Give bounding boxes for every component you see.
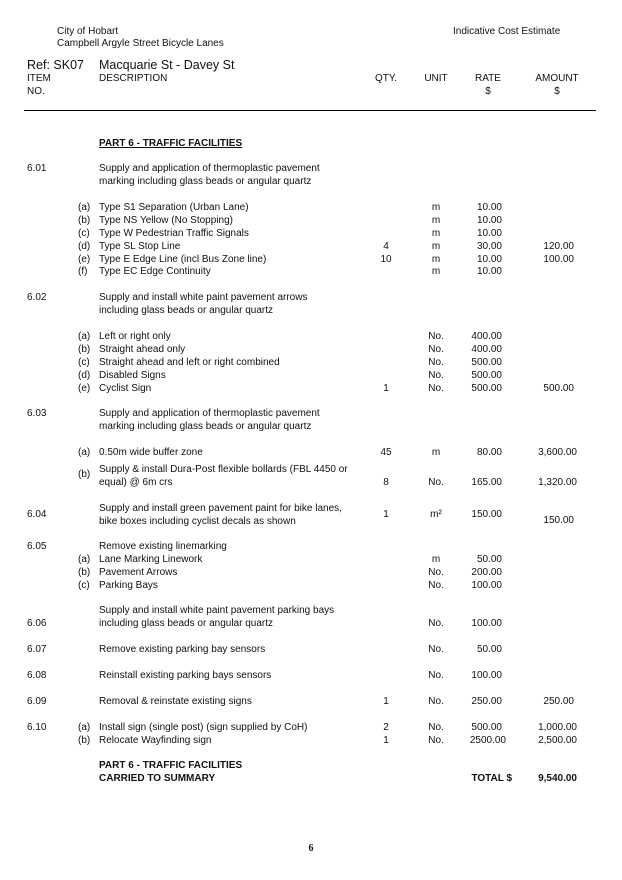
- item-description: Supply and application of thermoplastic pavement: [99, 163, 320, 174]
- header-rule: [24, 110, 596, 111]
- item-description: Supply and install white paint pavement parking bays: [99, 605, 335, 616]
- item-number: 6.08: [27, 670, 47, 681]
- page-number: 6: [308, 843, 314, 854]
- sub-unit: m: [431, 215, 441, 226]
- sub-description: Lane Marking Linework: [99, 554, 203, 565]
- sub-unit: No.: [428, 331, 444, 342]
- sub-key: (c): [78, 580, 90, 591]
- item-description: Supply and application of thermoplastic pavement: [99, 408, 320, 419]
- sub-description: Straight ahead and left or right combined: [99, 357, 280, 368]
- sub-key: (b): [78, 215, 91, 226]
- sub-rate: 10.00: [476, 266, 502, 277]
- sub-rate: 10.00: [476, 228, 502, 239]
- sub-unit: No.: [428, 383, 444, 394]
- item-unit: No.: [428, 670, 444, 681]
- col-rate: RATE: [475, 73, 501, 84]
- sub-description: 0.50m wide buffer zone: [99, 447, 203, 458]
- location-title: Macquarie St - Davey St: [99, 58, 235, 72]
- item-description: Remove existing parking bay sensors: [99, 644, 266, 655]
- total-label: TOTAL $: [471, 773, 512, 784]
- item-description: bike boxes including cyclist decals as shown: [99, 516, 296, 527]
- sub-unit: m: [431, 266, 441, 277]
- item-description: Reinstall existing parking bays sensors: [99, 670, 272, 681]
- sub-qty: 45: [380, 447, 392, 458]
- sub-rate: 400.00: [471, 344, 502, 355]
- sub-description: Type NS Yellow (No Stopping): [99, 215, 233, 226]
- item-description: Supply and install white paint pavement arrows: [99, 292, 308, 303]
- item-number: 6.02: [27, 292, 47, 303]
- sub-unit: m: [431, 241, 441, 252]
- sub-unit: No.: [428, 580, 444, 591]
- sub-unit: No.: [428, 370, 444, 381]
- sub-unit: m: [431, 447, 441, 458]
- item-rate: 250.00: [471, 696, 502, 707]
- sub-qty: 10: [380, 254, 392, 265]
- sub-unit: No.: [428, 357, 444, 368]
- project-name: Campbell Argyle Street Bicycle Lanes: [57, 38, 224, 49]
- item-description: Supply and install green pavement paint for bike lanes,: [99, 503, 342, 514]
- item-description: marking including glass beads or angular quartz: [99, 421, 312, 432]
- col-item: ITEM: [27, 73, 51, 84]
- sub-description: Left or right only: [99, 331, 171, 342]
- item-number: 6.09: [27, 696, 47, 707]
- document-type: Indicative Cost Estimate: [453, 26, 561, 37]
- sub-description: Type W Pedestrian Traffic Signals: [99, 228, 249, 239]
- sub-key: (b): [78, 469, 91, 480]
- sub-key: (a): [78, 554, 91, 565]
- sub-description: Pavement Arrows: [99, 567, 178, 578]
- item-rate: 150.00: [471, 509, 502, 520]
- item-number: 6.04: [27, 509, 47, 520]
- item-number: 6.05: [27, 541, 47, 552]
- sub-key: (d): [78, 241, 91, 252]
- item-rate: 100.00: [471, 618, 502, 629]
- sub-description: Relocate Wayfinding sign: [99, 735, 212, 746]
- item-number: 6.10: [27, 722, 47, 733]
- col-qty: QTY.: [374, 73, 398, 84]
- sub-description: Type SL Stop Line: [99, 241, 181, 252]
- sub-key: (e): [78, 254, 91, 265]
- sub-description: Straight ahead only: [99, 344, 186, 355]
- item-number: 6.06: [27, 618, 47, 629]
- sub-unit: No.: [428, 344, 444, 355]
- sub-rate: 10.00: [476, 215, 502, 226]
- col-description: DESCRIPTION: [99, 73, 168, 84]
- sub-key: (a): [78, 202, 91, 213]
- col-amount: AMOUNT: [535, 73, 579, 84]
- org-name: City of Hobart: [57, 26, 119, 37]
- summary-carried-label: CARRIED TO SUMMARY: [99, 773, 216, 784]
- sub-unit: No.: [428, 735, 444, 746]
- sub-qty: 8: [383, 477, 389, 488]
- sub-description: equal) @ 6m crs: [99, 477, 173, 488]
- sub-key: (c): [78, 228, 90, 239]
- sub-rate: 165.00: [471, 477, 502, 488]
- sub-amount: 500.00: [543, 383, 574, 394]
- sub-qty: 4: [383, 241, 389, 252]
- reference-number: Ref: SK07: [27, 58, 84, 72]
- sub-unit: m: [431, 554, 441, 565]
- item-unit: No.: [428, 696, 444, 707]
- item-description: Removal & reinstate existing signs: [99, 696, 252, 707]
- item-amount: 150.00: [543, 515, 574, 526]
- sub-unit: No.: [428, 567, 444, 578]
- sub-description: Disabled Signs: [99, 370, 166, 381]
- item-number: 6.01: [27, 163, 47, 174]
- sub-amount: 120.00: [543, 241, 574, 252]
- sub-key: (a): [78, 722, 91, 733]
- item-description: including glass beads or angular quartz: [99, 618, 273, 629]
- sub-qty: 1: [383, 735, 389, 746]
- part-title: PART 6 - TRAFFIC FACILITIES: [99, 138, 243, 149]
- sub-key: (d): [78, 370, 91, 381]
- sub-qty: 2: [383, 722, 389, 733]
- sub-rate: 500.00: [471, 722, 502, 733]
- sub-key: (c): [78, 357, 90, 368]
- sub-description: Cyclist Sign: [99, 383, 152, 394]
- sub-unit: m: [431, 254, 441, 265]
- sub-rate: 80.00: [476, 447, 502, 458]
- sub-rate: 30.00: [476, 241, 502, 252]
- sub-key: (e): [78, 383, 91, 394]
- sub-unit: No.: [428, 722, 444, 733]
- sub-description: Type S1 Separation (Urban Lane): [99, 202, 249, 213]
- sub-key: (b): [78, 735, 91, 746]
- sub-unit: No.: [428, 477, 444, 488]
- sub-rate: 10.00: [476, 202, 502, 213]
- sub-amount: 1,320.00: [538, 477, 577, 488]
- sub-key: (a): [78, 331, 91, 342]
- sub-rate: 500.00: [471, 383, 502, 394]
- item-description: Remove existing linemarking: [99, 541, 227, 552]
- sub-key: (f): [78, 266, 88, 277]
- sub-amount: 1,000.00: [538, 722, 577, 733]
- item-qty: 1: [383, 509, 389, 520]
- col-item-no: NO.: [27, 86, 45, 97]
- sub-key: (b): [78, 567, 91, 578]
- item-qty: 1: [383, 696, 389, 707]
- item-rate: 50.00: [476, 644, 502, 655]
- sub-description: Install sign (single post) (sign supplied by CoH): [99, 722, 308, 733]
- total-value: 9,540.00: [538, 773, 577, 784]
- item-description: including glass beads or angular quartz: [99, 305, 273, 316]
- sub-amount: 2,500.00: [538, 735, 577, 746]
- item-unit: m²: [430, 509, 442, 520]
- item-number: 6.03: [27, 408, 47, 419]
- sub-description: Parking Bays: [99, 580, 158, 591]
- sub-rate: 10.00: [476, 254, 502, 265]
- item-unit: No.: [428, 618, 444, 629]
- sub-unit: m: [431, 202, 441, 213]
- sub-amount: 3,600.00: [538, 447, 577, 458]
- item-description: marking including glass beads or angular quartz: [99, 176, 312, 187]
- sub-unit: m: [431, 228, 441, 239]
- sub-rate: 2500.00: [469, 735, 506, 746]
- sub-rate: 400.00: [471, 331, 502, 342]
- sub-amount: 100.00: [543, 254, 574, 265]
- sub-key: (b): [78, 344, 91, 355]
- sub-description: Type EC Edge Continuity: [99, 266, 211, 277]
- sub-rate: 50.00: [476, 554, 502, 565]
- sub-description: Supply & install Dura-Post flexible bollards (FBL 4450 or: [99, 464, 348, 475]
- sub-rate: 200.00: [471, 567, 502, 578]
- sub-rate: 100.00: [471, 580, 502, 591]
- sub-qty: 1: [383, 383, 389, 394]
- col-rate-unit: $: [485, 86, 491, 97]
- sub-rate: 500.00: [471, 370, 502, 381]
- item-number: 6.07: [27, 644, 47, 655]
- sub-rate: 500.00: [471, 357, 502, 368]
- sub-key: (a): [78, 447, 91, 458]
- item-amount: 250.00: [543, 696, 574, 707]
- item-unit: No.: [428, 644, 444, 655]
- sub-description: Type E Edge Line (incl Bus Zone line): [99, 254, 267, 265]
- col-amount-unit: $: [554, 86, 560, 97]
- summary-part-title: PART 6 - TRAFFIC FACILITIES: [99, 760, 243, 771]
- col-unit: UNIT: [424, 73, 448, 84]
- item-rate: 100.00: [471, 670, 502, 681]
